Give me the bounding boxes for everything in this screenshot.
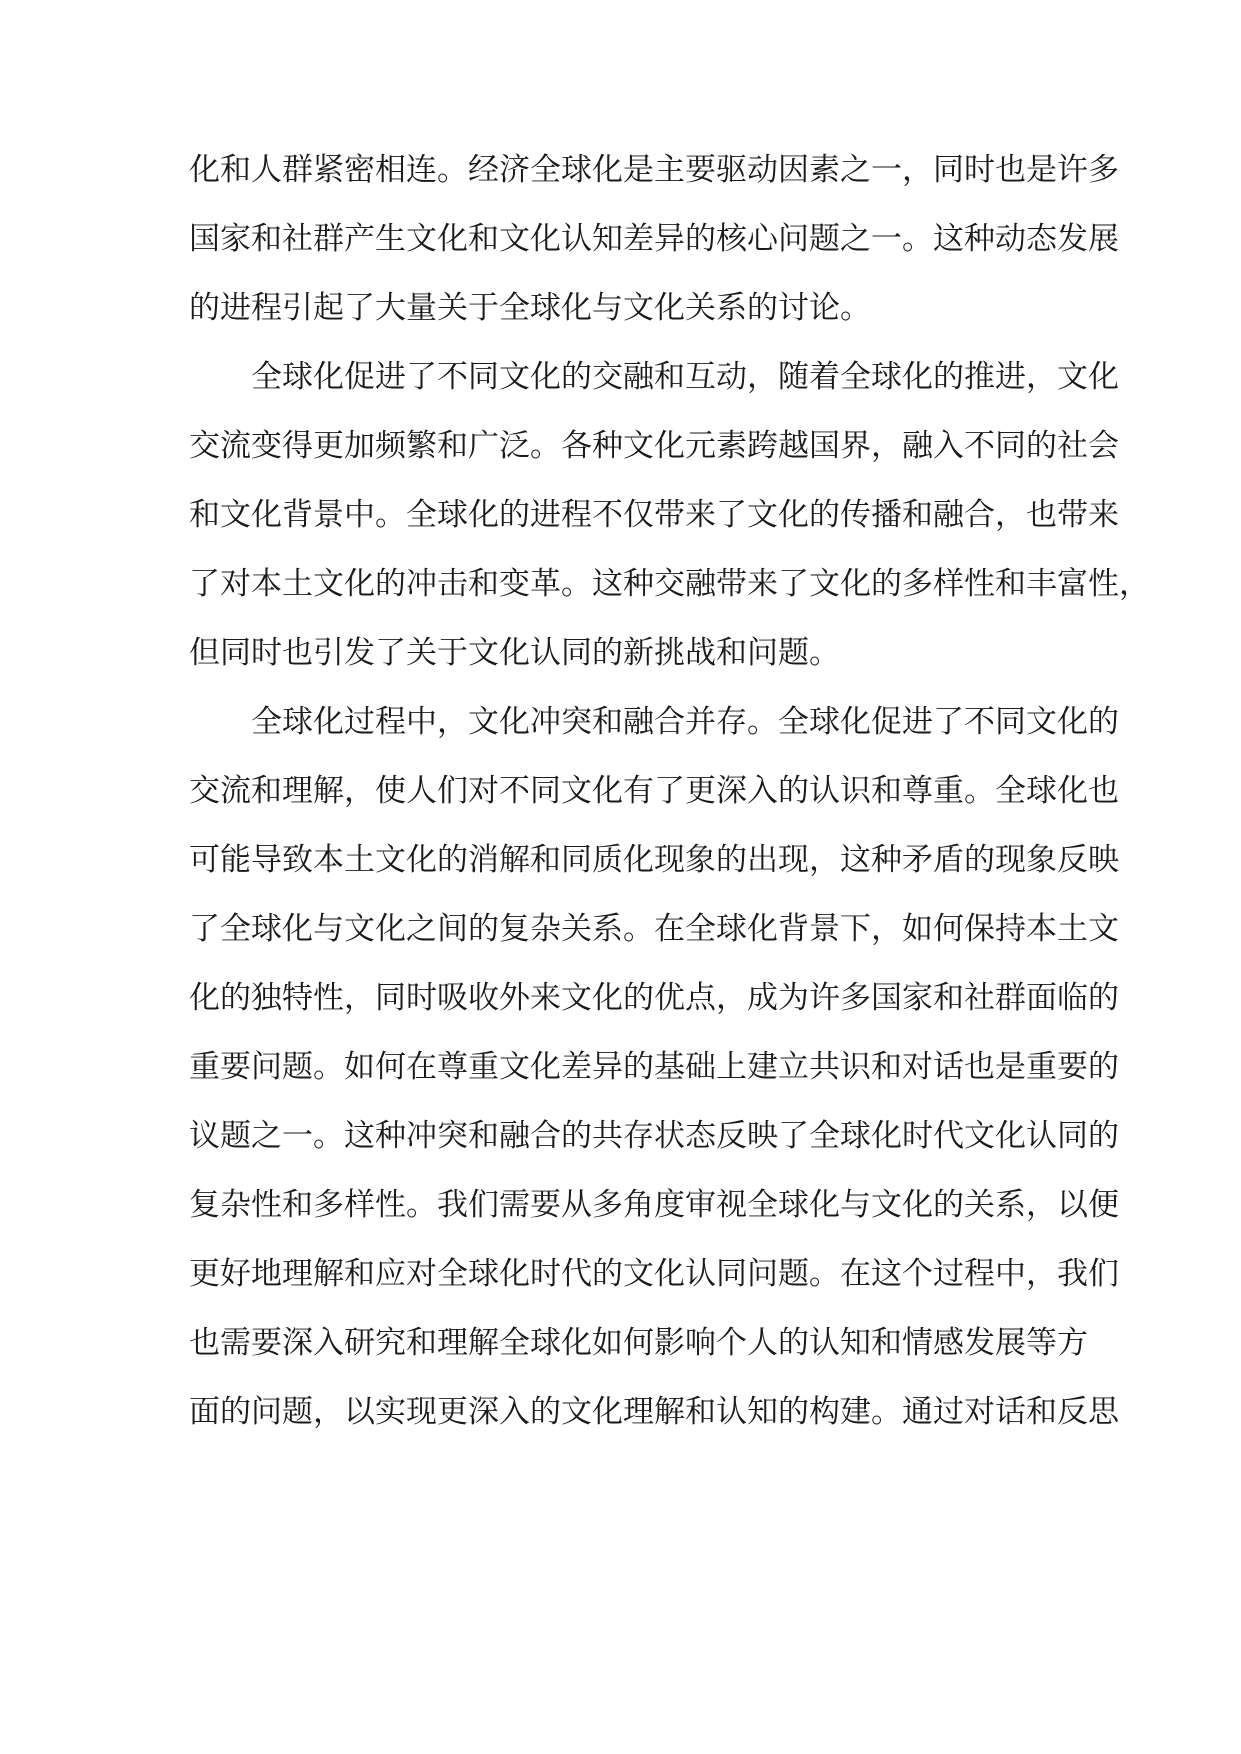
text-line: 交流和理解，使人们对不同文化有了更深入的认识和尊重。全球化也 <box>189 773 1119 809</box>
text-line: 更好地理解和应对全球化时代的文化认同问题。在这个过程中，我们 <box>189 1256 1119 1292</box>
text-line: 化的独特性，同时吸收外来文化的优点，成为许多国家和社群面临的 <box>189 980 1119 1016</box>
text-line: 和文化背景中。全球化的进程不仅带来了文化的传播和融合，也带来 <box>189 497 1119 533</box>
text-line: 但同时也引发了关于文化认同的新挑战和问题。 <box>189 635 840 671</box>
text-line: 的进程引起了大量关于全球化与文化关系的讨论。 <box>189 290 871 326</box>
text-line: 全球化过程中，文化冲突和融合并存。全球化促进了不同文化的 <box>251 704 1119 740</box>
text-line: 国家和社群产生文化和文化认知差异的核心问题之一。这种动态发展 <box>189 221 1119 257</box>
text-line: 了全球化与文化之间的复杂关系。在全球化背景下，如何保持本土文 <box>189 911 1119 947</box>
text-line: 全球化促进了不同文化的交融和互动，随着全球化的推进，文化 <box>251 359 1119 395</box>
text-line: 议题之一。这种冲突和融合的共存状态反映了全球化时代文化认同的 <box>189 1118 1119 1154</box>
text-line: 交流变得更加频繁和广泛。各种文化元素跨越国界，融入不同的社会 <box>189 428 1119 464</box>
text-line: 可能导致本土文化的消解和同质化现象的出现，这种矛盾的现象反映 <box>189 842 1119 878</box>
text-line: 重要问题。如何在尊重文化差异的基础上建立共识和对话也是重要的 <box>189 1049 1119 1085</box>
text-line: 面的问题，以实现更深入的文化理解和认知的构建。通过对话和反思 <box>189 1394 1119 1430</box>
text-line: 了对本土文化的冲击和变革。这种交融带来了文化的多样性和丰富性， <box>189 566 1150 602</box>
text-line: 也需要深入研究和理解全球化如何影响个人的认知和情感发展等方 <box>189 1325 1088 1361</box>
text-line: 化和人群紧密相连。经济全球化是主要驱动因素之一，同时也是许多 <box>189 152 1119 188</box>
text-line: 复杂性和多样性。我们需要从多角度审视全球化与文化的关系，以便 <box>189 1187 1119 1223</box>
body-text <box>189 144 1150 1455</box>
